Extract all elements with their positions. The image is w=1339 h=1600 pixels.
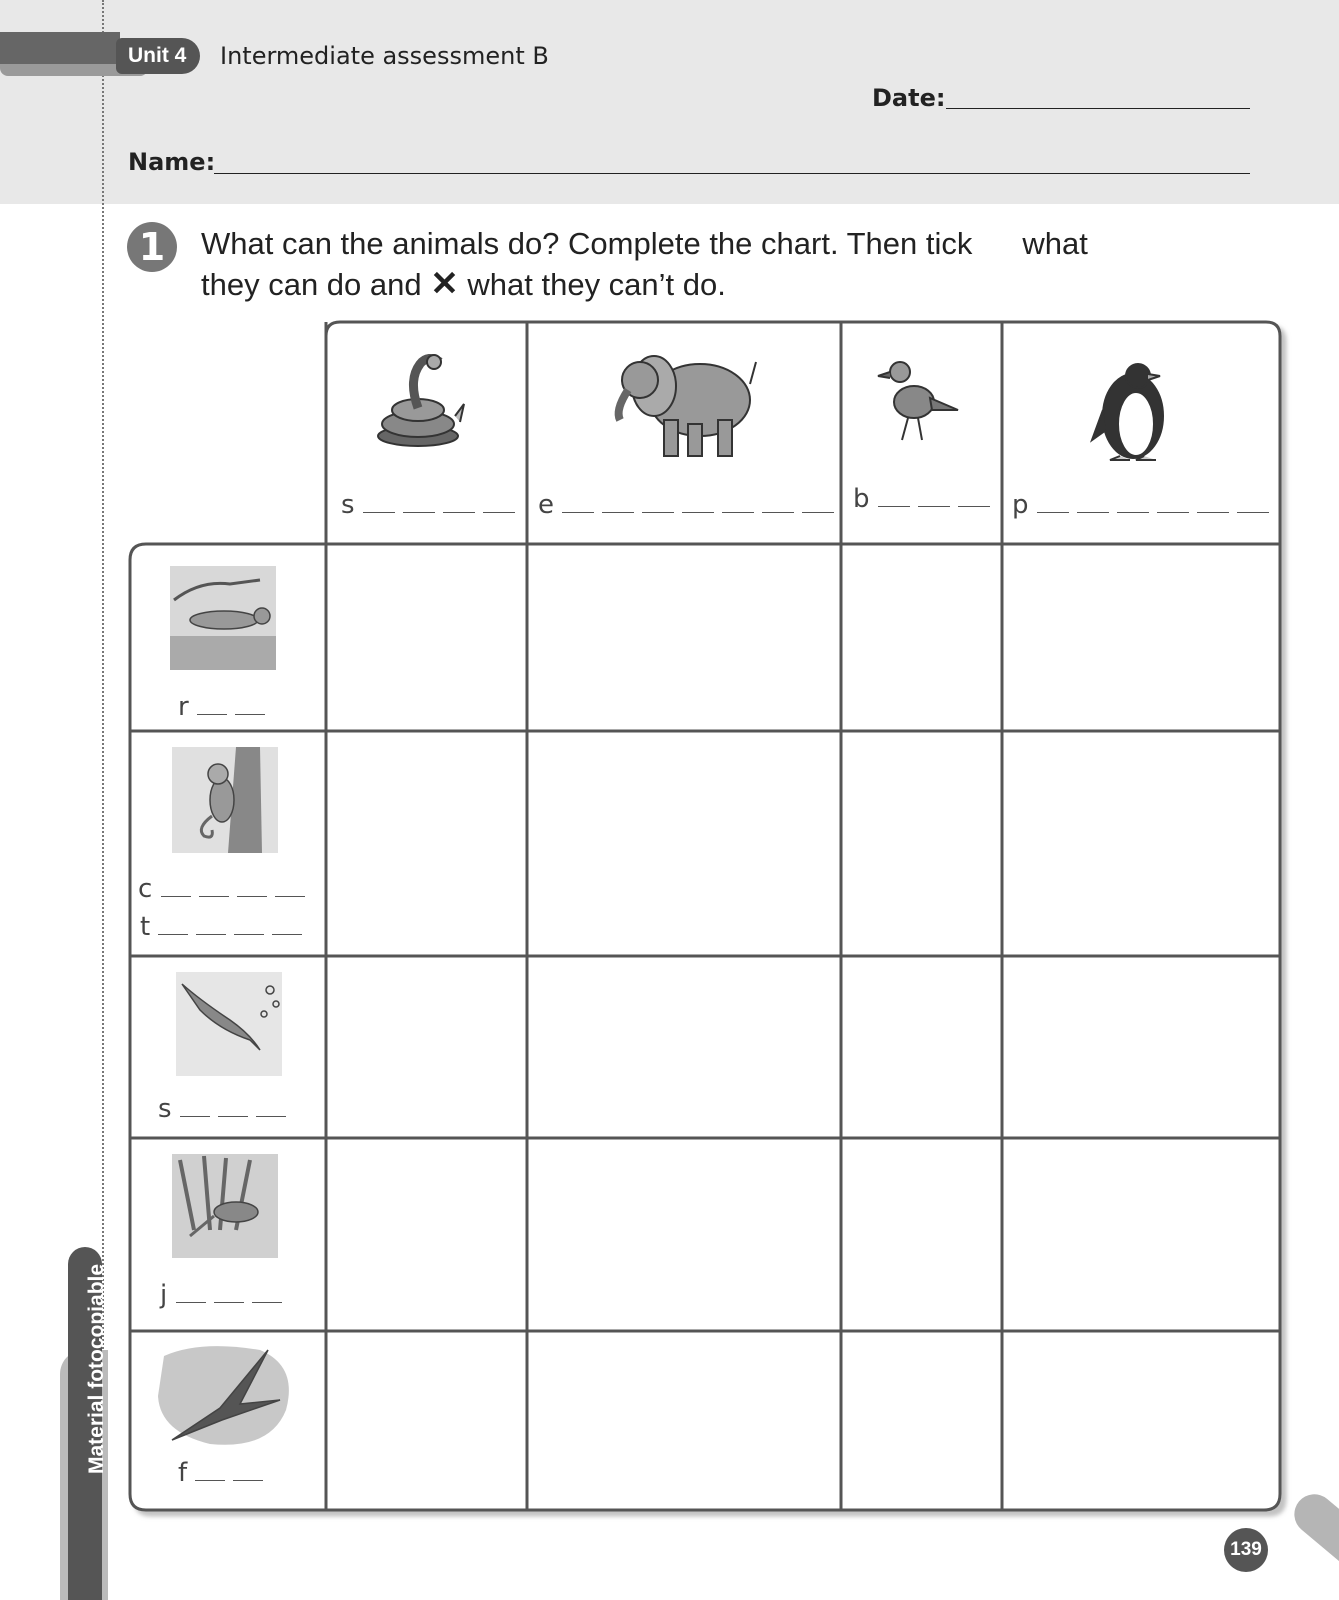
answer-blanks[interactable]	[161, 874, 313, 904]
column-label-elephant: e	[538, 490, 842, 520]
answer-blanks[interactable]	[1037, 490, 1277, 520]
monkey-climbing-illustration	[172, 747, 278, 853]
answer-blanks[interactable]	[195, 1458, 271, 1488]
answer-cell[interactable]	[529, 546, 839, 729]
row-label-swim: s	[158, 1094, 294, 1124]
answer-blanks[interactable]	[197, 692, 273, 722]
row-label-jump: j	[160, 1280, 290, 1310]
assessment-title: Intermediate assessment B	[220, 42, 549, 70]
answer-cell[interactable]	[328, 546, 525, 729]
answer-blanks[interactable]	[176, 1280, 290, 1310]
answer-cell[interactable]	[328, 733, 525, 954]
page-number: 139	[1224, 1528, 1268, 1572]
column-label-penguin: p	[1012, 490, 1277, 520]
answer-cell[interactable]	[843, 958, 1000, 1136]
answer-cell[interactable]	[328, 1140, 525, 1329]
row-label-run: r	[178, 692, 273, 722]
answer-cell[interactable]	[1004, 546, 1278, 729]
answer-blanks[interactable]	[158, 912, 310, 942]
column-label-bird: b	[853, 484, 998, 514]
answer-cell[interactable]	[843, 1333, 1000, 1508]
answer-cell[interactable]	[529, 1140, 839, 1329]
answer-cell[interactable]	[1004, 1140, 1278, 1329]
answer-cell[interactable]	[843, 546, 1000, 729]
instruction-text: they can do and	[201, 267, 422, 302]
column-label-snake: s	[341, 490, 523, 520]
answer-cell[interactable]	[529, 958, 839, 1136]
answer-cell[interactable]	[529, 733, 839, 954]
answer-cell[interactable]	[1004, 733, 1278, 954]
answer-cell[interactable]	[328, 1333, 525, 1508]
instruction-text: what	[1022, 226, 1088, 261]
answer-cells	[328, 546, 1278, 1508]
unit-badge: Unit 4	[116, 38, 200, 74]
side-tab-label: Material fotocopiable	[85, 1263, 108, 1474]
answer-cell[interactable]	[843, 733, 1000, 954]
row-label-climb: c	[138, 874, 313, 904]
answer-blanks[interactable]	[363, 490, 523, 520]
answer-cell[interactable]	[529, 1333, 839, 1508]
row-label-fly: f	[178, 1458, 271, 1488]
instruction-text: What can the animals do? Complete the chart. Then tick	[201, 226, 973, 261]
answer-cell[interactable]	[843, 1140, 1000, 1329]
answer-blanks[interactable]	[180, 1094, 294, 1124]
cross-icon: ✕	[430, 265, 459, 303]
dolphin-swimming-illustration	[176, 972, 282, 1076]
answer-cell[interactable]	[1004, 958, 1278, 1136]
answer-blanks[interactable]	[878, 484, 998, 514]
date-label: Date:	[872, 84, 946, 112]
answer-cell[interactable]	[1004, 1333, 1278, 1508]
instruction-text: what they can’t do.	[467, 267, 726, 302]
answer-blanks[interactable]	[562, 490, 842, 520]
eagle-flying-illustration	[158, 1346, 289, 1445]
row-label-trees: t	[140, 912, 310, 942]
answer-cell[interactable]	[328, 958, 525, 1136]
question-number: 1	[127, 222, 177, 272]
cheetah-running-illustration	[170, 566, 276, 670]
frog-jumping-illustration	[172, 1154, 278, 1258]
name-label: Name:	[128, 148, 216, 176]
